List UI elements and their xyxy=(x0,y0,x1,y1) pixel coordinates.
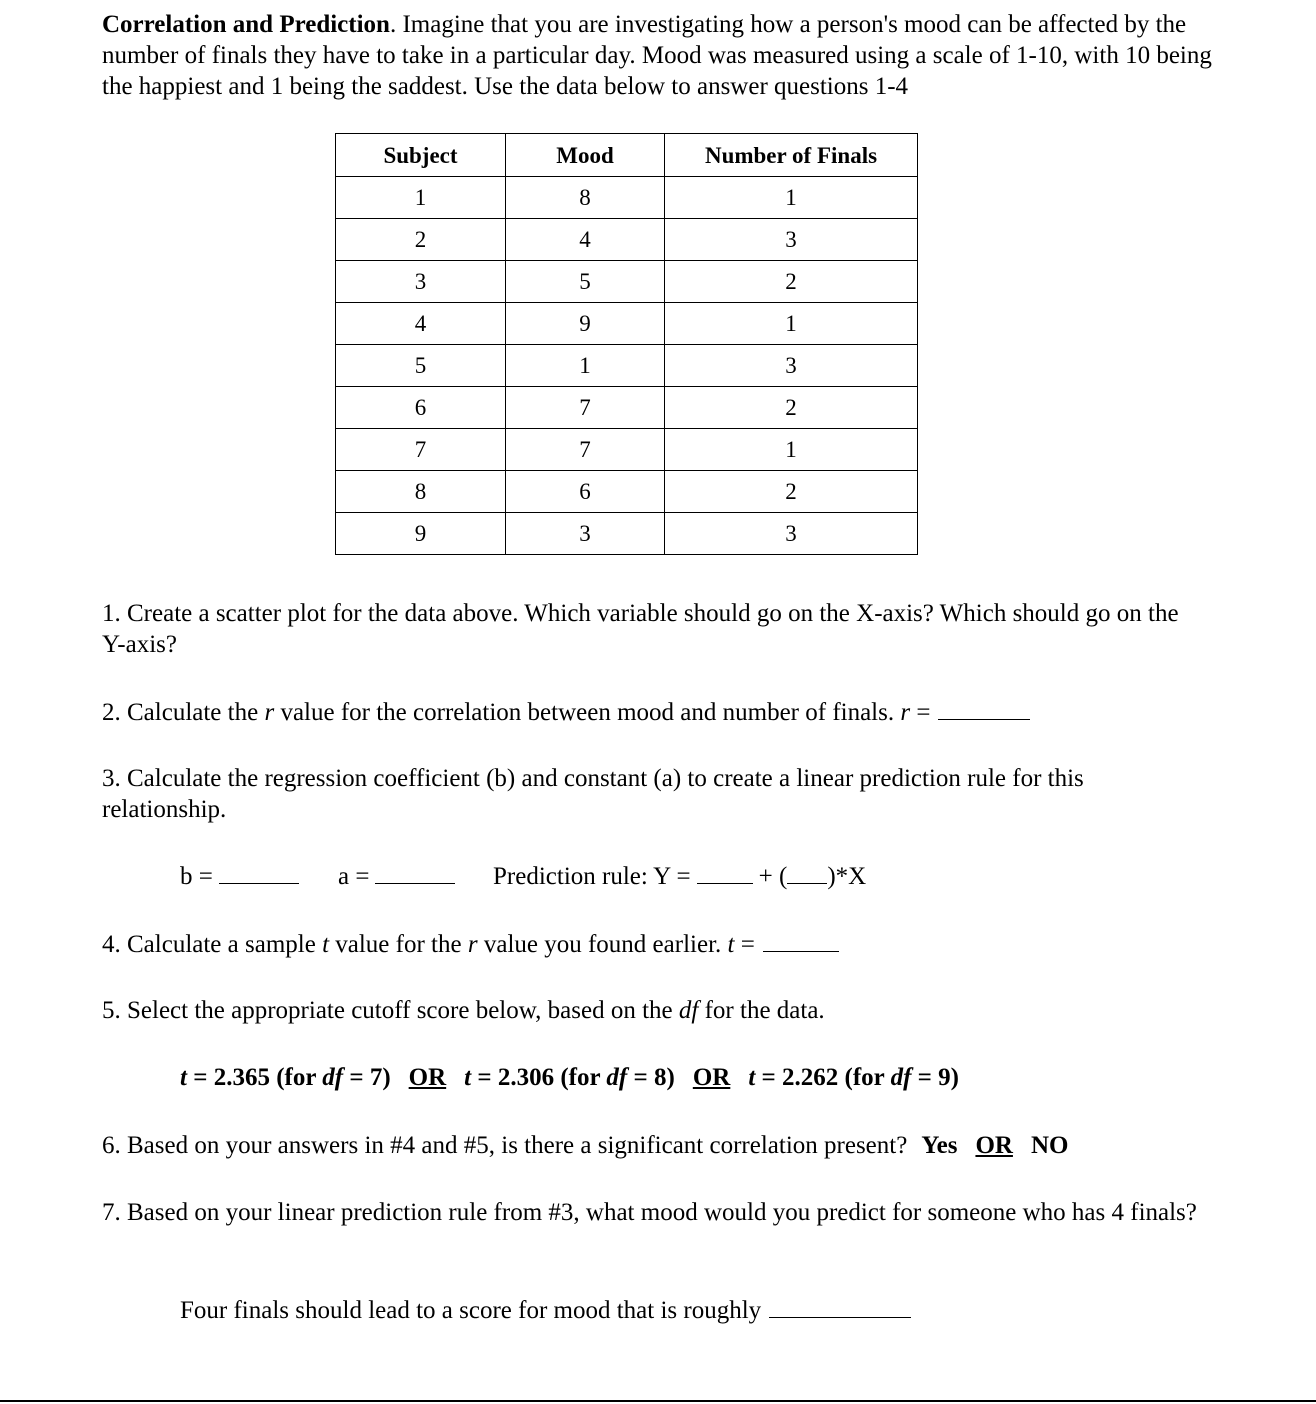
q2-text2: value for the correlation between mood and number of finals. xyxy=(274,699,901,726)
cell-mood: 5 xyxy=(506,261,665,303)
cutoff-option-df8[interactable]: t = 2.306 (for df = 8) xyxy=(464,1064,675,1091)
or-separator: OR xyxy=(692,1064,731,1091)
data-table xyxy=(335,133,918,555)
q2-text: 2. Calculate the xyxy=(102,699,265,726)
cell-mood: 8 xyxy=(506,177,665,219)
cutoff-option-df9[interactable]: t = 2.262 (for df = 9) xyxy=(748,1064,959,1091)
q2-eq: = xyxy=(910,699,931,726)
table-row xyxy=(336,513,918,555)
header-subject: Subject xyxy=(336,134,506,177)
table-row xyxy=(336,345,918,387)
q2-answer-var: r xyxy=(900,699,911,726)
cell-finals: 3 xyxy=(665,345,918,387)
no-option[interactable]: NO xyxy=(1030,1132,1069,1159)
question-2 xyxy=(102,697,1202,728)
question-4: 4. Calculate a sample t value for the r value you found earlier. t = xyxy=(102,929,1202,960)
question-6: 6. Based on your answers in #4 and #5, is there a significant correlation present? Yes OR NO xyxy=(102,1132,1069,1159)
r-answer-blank[interactable] xyxy=(938,697,1030,720)
cell-finals: 2 xyxy=(665,261,918,303)
t-answer-blank[interactable] xyxy=(763,929,839,952)
bottom-divider xyxy=(0,1400,1316,1402)
cell-subject: 1 xyxy=(336,177,506,219)
cutoff-option-df7[interactable]: t = 2.365 (for df = 7) xyxy=(180,1064,391,1091)
table-row xyxy=(336,471,918,513)
cell-subject: 4 xyxy=(336,303,506,345)
intro-title: Correlation and Prediction xyxy=(102,11,390,38)
cell-mood: 7 xyxy=(506,387,665,429)
cell-finals: 3 xyxy=(665,513,918,555)
yes-option[interactable]: Yes xyxy=(921,1132,958,1159)
cell-mood: 4 xyxy=(506,219,665,261)
cell-finals: 1 xyxy=(665,429,918,471)
coefficient-blank[interactable] xyxy=(787,861,827,884)
cell-subject: 6 xyxy=(336,387,506,429)
cell-finals: 2 xyxy=(665,387,918,429)
question-5: 5. Select the appropriate cutoff score below, based on the df for the data. xyxy=(102,997,825,1024)
cell-subject: 9 xyxy=(336,513,506,555)
cell-subject: 5 xyxy=(336,345,506,387)
table-header-row xyxy=(336,134,918,177)
table-body xyxy=(336,177,918,555)
table-row xyxy=(336,219,918,261)
header-mood: Mood xyxy=(506,134,665,177)
prediction-rule-label: Prediction rule: Y = xyxy=(493,863,691,890)
cell-mood: 6 xyxy=(506,471,665,513)
cell-subject: 8 xyxy=(336,471,506,513)
cell-finals: 1 xyxy=(665,303,918,345)
cell-finals: 2 xyxy=(665,471,918,513)
q7-answer-line: Four finals should lead to a score for mood that is roughly xyxy=(180,1295,911,1326)
cutoff-options xyxy=(180,1062,959,1093)
cell-mood: 7 xyxy=(506,429,665,471)
table-row xyxy=(336,429,918,471)
question-3: 3. Calculate the regression coefficient (b) and constant (a) to create a linear prediction rule for this relationship. xyxy=(102,765,1084,823)
a-answer-blank[interactable] xyxy=(375,861,455,884)
table-row xyxy=(336,261,918,303)
or-separator: OR xyxy=(975,1132,1013,1159)
cell-mood: 1 xyxy=(506,345,665,387)
mood-answer-blank[interactable] xyxy=(769,1295,911,1318)
cell-subject: 3 xyxy=(336,261,506,303)
question-1: 1. Create a scatter plot for the data above. Which variable should go on the X-axis? Which should go on the Y-axis? xyxy=(102,600,1179,658)
header-number-of-finals: Number of Finals xyxy=(665,134,918,177)
table-row xyxy=(336,387,918,429)
a-label: a = xyxy=(338,861,455,892)
cell-mood: 3 xyxy=(506,513,665,555)
table-row xyxy=(336,177,918,219)
prediction-rule: Prediction rule: Y = + ( )*X xyxy=(493,863,867,890)
cell-finals: 3 xyxy=(665,219,918,261)
b-answer-blank[interactable] xyxy=(219,861,299,884)
or-separator: OR xyxy=(408,1064,447,1091)
intro-text: . Imagine that you are investigating how a person's mood can be affected by the number of finals they have to take in a particular day. Mood was measured using a scale of 1-10, with 10 being the happiest and 1 being the saddest. Use the data below to answer questions 1-4 xyxy=(102,11,1212,100)
b-label: b = xyxy=(180,861,299,892)
cell-subject: 7 xyxy=(336,429,506,471)
table-row xyxy=(336,303,918,345)
intro-paragraph xyxy=(102,9,1222,102)
q2-var: r xyxy=(264,699,275,726)
cell-mood: 9 xyxy=(506,303,665,345)
cell-finals: 1 xyxy=(665,177,918,219)
cell-subject: 2 xyxy=(336,219,506,261)
constant-blank[interactable] xyxy=(697,861,753,884)
question-7: 7. Based on your linear prediction rule from #3, what mood would you predict for someone who has 4 finals? xyxy=(102,1199,1197,1226)
